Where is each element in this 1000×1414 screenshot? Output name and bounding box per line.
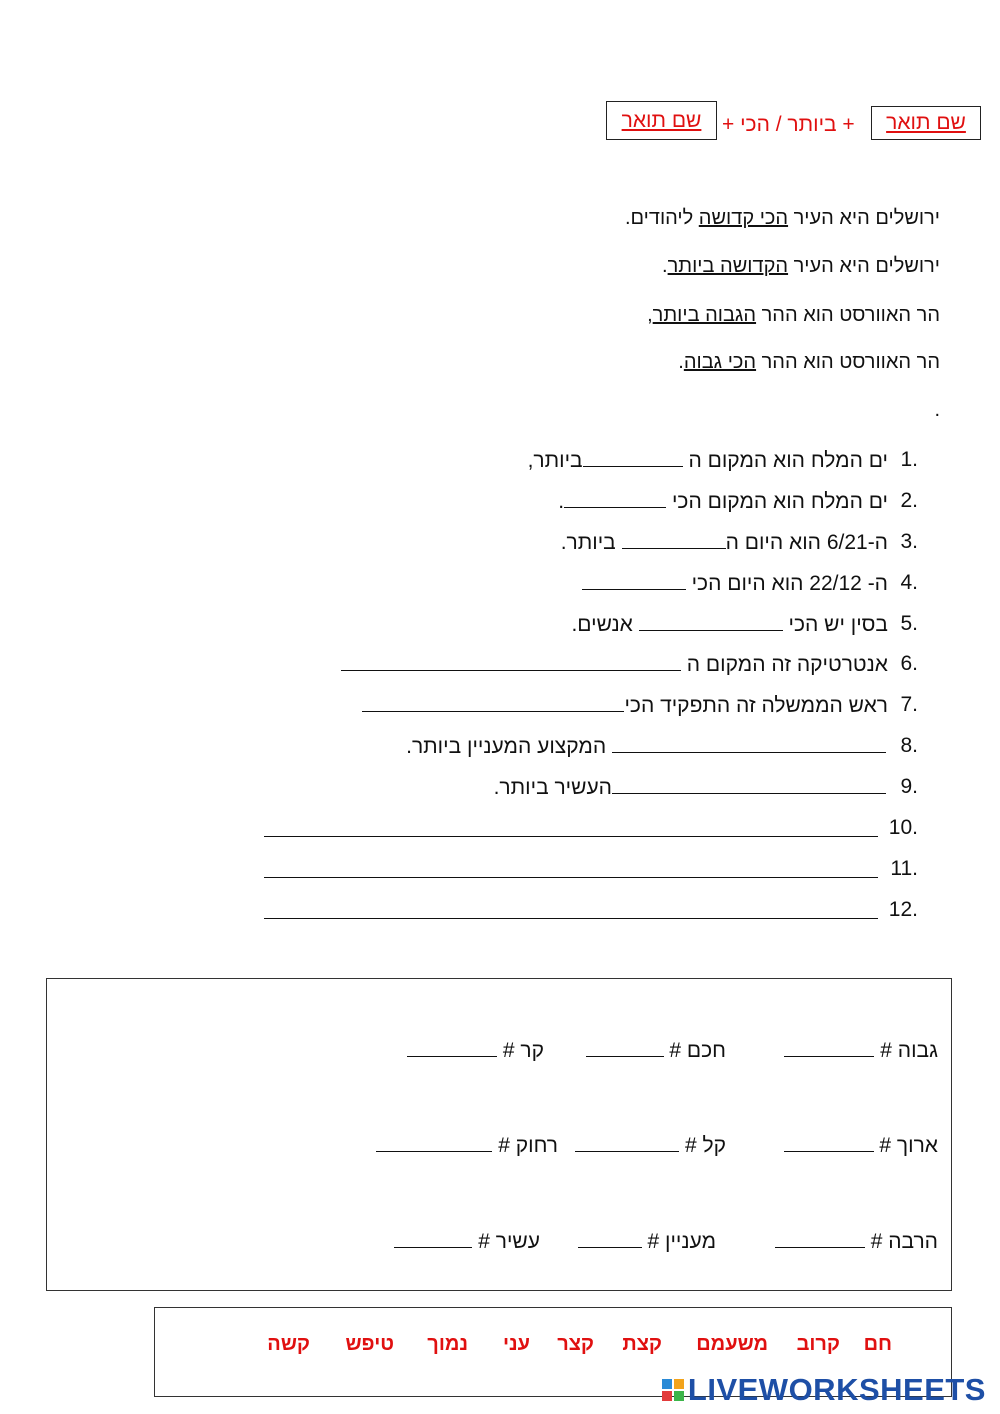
opposite-pair: קר # <box>407 1038 544 1063</box>
answer-line[interactable] <box>264 918 878 919</box>
word-bank-item[interactable]: קצר <box>557 1333 594 1355</box>
answer-blank[interactable] <box>784 1133 874 1152</box>
adjective-box-right: שם תואר <box>871 106 981 140</box>
answer-blank[interactable] <box>622 530 726 549</box>
answer-blank[interactable] <box>578 1229 642 1248</box>
question-number: 5. <box>900 612 918 635</box>
formula-connector: + ביותר / הכי + <box>722 113 855 136</box>
answer-blank[interactable] <box>582 571 686 590</box>
answer-blank[interactable] <box>362 693 624 712</box>
question-row: ראש הממשלה זה התפקיד הכי <box>362 693 888 718</box>
answer-line[interactable] <box>264 877 878 878</box>
question-number: 11. <box>890 857 918 880</box>
question-number: 10. <box>888 816 918 839</box>
opposite-pair: ארוך # <box>784 1133 938 1158</box>
question-number: 2. <box>900 489 918 512</box>
question-row: המקצוע המעניין ביותר. <box>406 734 886 759</box>
answer-line[interactable] <box>264 836 878 837</box>
answer-blank[interactable] <box>575 1133 679 1152</box>
answer-blank[interactable] <box>775 1229 865 1248</box>
word-bank-item[interactable]: חם <box>863 1333 892 1355</box>
question-row: אנטרטיקה זה המקום ה <box>341 652 888 677</box>
question-row: ים המלח הוא המקום הכי . <box>558 490 888 513</box>
word-bank-item[interactable]: קשה <box>267 1333 310 1355</box>
answer-blank[interactable] <box>586 1038 664 1057</box>
question-number: 9. <box>900 775 918 798</box>
word-bank-item[interactable]: קרוב <box>796 1333 840 1355</box>
question-row: ה- 22/12 הוא היום הכי <box>582 571 888 596</box>
question-number: 1. <box>900 448 918 471</box>
opposite-pair: גבוה # <box>784 1038 938 1063</box>
example-sentence: ירושלים היא העיר הקדושה ביותר. <box>662 255 940 277</box>
answer-blank[interactable] <box>639 612 783 631</box>
word-bank-item[interactable]: משעמם <box>696 1333 768 1355</box>
question-number: 12. <box>888 898 918 921</box>
example-dot: . <box>934 399 940 421</box>
question-row: ה-6/21 הוא היום ה ביותר. <box>560 531 888 554</box>
question-number: 3. <box>900 530 918 553</box>
word-bank-item[interactable]: נמוך <box>427 1333 468 1355</box>
logo-cubes-icon <box>662 1379 684 1401</box>
word-bank-item[interactable]: קצת <box>622 1333 662 1355</box>
question-row: העשיר ביותר. <box>494 775 886 800</box>
example-sentence: ירושלים היא העיר הכי קדושה ליהודים. <box>624 207 940 229</box>
opposite-pair: חכם # <box>586 1038 726 1063</box>
question-row: ים המלח הוא המקום ה ביותר, <box>527 449 888 472</box>
opposite-pair: הרבה # <box>775 1229 938 1254</box>
word-bank-item[interactable]: עני <box>502 1333 530 1355</box>
answer-blank[interactable] <box>583 448 683 467</box>
answer-blank[interactable] <box>784 1038 874 1057</box>
question-number: 8. <box>900 734 918 757</box>
adjective-box-left: שם תואר <box>606 101 717 140</box>
opposite-pair: קל # <box>575 1133 726 1158</box>
liveworksheets-logo <box>662 1372 986 1408</box>
example-sentence: הר האוורסט הוא ההר הכי גבוה. <box>678 351 940 373</box>
question-number: 6. <box>900 652 918 675</box>
opposite-pair: רחוק # <box>376 1133 558 1158</box>
word-bank-item[interactable]: טיפש <box>345 1333 394 1355</box>
opposite-pair: מעניין # <box>578 1229 716 1254</box>
answer-blank[interactable] <box>612 775 886 794</box>
answer-blank[interactable] <box>407 1038 497 1057</box>
answer-blank[interactable] <box>341 652 681 671</box>
answer-blank[interactable] <box>612 734 886 753</box>
example-sentence: הר האוורסט הוא ההר הגבוה ביותר, <box>647 304 940 326</box>
answer-blank[interactable] <box>564 489 666 508</box>
question-number: 7. <box>900 693 918 716</box>
question-number: 4. <box>900 571 918 594</box>
answer-blank[interactable] <box>376 1133 492 1152</box>
answer-blank[interactable] <box>394 1229 472 1248</box>
logo-text: LIVEWORKSHEETS <box>687 1372 986 1407</box>
opposite-pair: עשיר # <box>394 1229 540 1254</box>
question-row: בסין יש הכי אנשים. <box>571 613 888 636</box>
